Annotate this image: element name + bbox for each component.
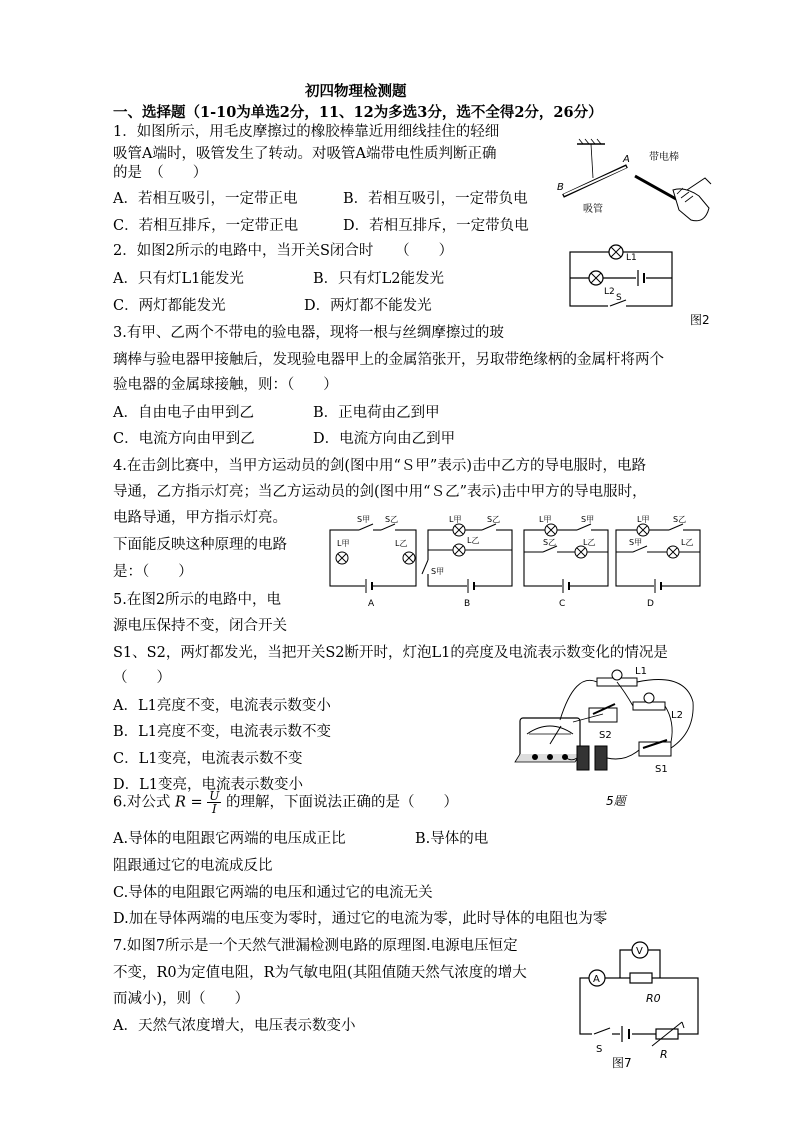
label-s: S (596, 1044, 603, 1055)
q5-line2: 源电压保持不变，闭合开关 (113, 618, 287, 634)
q7-line2: 不变，R0为定值电阻，R为气敏电阻(其阻值随天然气浓度的增大 (113, 965, 527, 981)
label-l1: L1 (626, 253, 637, 263)
label-s: S (616, 293, 622, 303)
section-heading: 一、选择题（1-10为单选2分，11、12为多选3分，选不全得2分，26分） (113, 104, 603, 121)
q2-option-c: C．两灯都能发光 (113, 298, 226, 314)
q6-numerator: U (209, 789, 220, 803)
b-l-yi: L乙 (467, 536, 480, 545)
q6-option-c: C.导体的电阻跟它两端的电压和通过它的电流无关 (113, 885, 433, 901)
q4-circuits-figure (327, 512, 707, 608)
q6-option-a: A.导体的电阻跟它两端的电压成正比 (113, 831, 346, 847)
a-s-yi: S乙 (385, 515, 399, 524)
q1-option-c: C．若相互排斥，一定带正电 (113, 218, 299, 234)
q2-option-d: D．两灯都不能发光 (304, 298, 432, 314)
q7-option-a: A．天然气浓度增大，电压表示数变小 (113, 1018, 356, 1034)
a-l-jia: L甲 (337, 539, 350, 548)
fig7-caption: 图7 (612, 1056, 632, 1070)
q5-circuit-figure (515, 662, 705, 787)
c-l-jia: L甲 (539, 515, 552, 524)
q3-option-c: C．电流方向由甲到乙 (113, 431, 255, 447)
q5-option-a: A．L1亮度不变，电流表示数变小 (113, 698, 331, 714)
q6-formula-fraction (207, 790, 221, 815)
q2-line1: 2．如图2所示的电路中，当开关S闭合时 （ ） (113, 243, 454, 259)
label-c: C (559, 599, 566, 609)
q5-option-b: B．L1亮度不变，电流表示数不变 (113, 724, 332, 740)
q6-option-b2: 阻跟通过它的电流成反比 (113, 858, 273, 874)
q4-line2: 导通，乙方指示灯亮；当乙方运动员的剑(图中用“Ｓ乙”表示)击中甲方的导电服时， (113, 484, 647, 500)
q1-line3: 的是 （ ） (113, 165, 208, 181)
q7-line3: 而减小)，则（ ） (113, 991, 250, 1007)
label-d: D (647, 599, 654, 609)
q4-line3: 电路导通，甲方指示灯亮。 (113, 510, 287, 526)
b-s-jia: S甲 (431, 567, 445, 576)
q5-option-c: C．L1变亮，电流表示数不变 (113, 751, 303, 767)
circuit-c (524, 515, 608, 609)
c-s-yi: S乙 (543, 538, 557, 547)
label-b: B (464, 599, 471, 609)
d-l-yi: L乙 (681, 538, 694, 547)
label-a: A (368, 599, 375, 609)
label-l1: L1 (635, 666, 647, 677)
label-rod: 带电棒 (649, 152, 679, 163)
fig5-caption: 5题 (606, 794, 626, 808)
q4-line4: 下面能反映这种原理的电路 (113, 537, 287, 553)
q7-line1: 7.如图7所示是一个天然气泄漏检测电路的原理图.电源电压恒定 (113, 938, 518, 954)
q6-stem (113, 790, 458, 815)
d-s-jia: S甲 (629, 538, 643, 547)
q2-option-b: B．只有灯L2能发光 (313, 271, 445, 287)
c-l-yi: L乙 (583, 538, 596, 547)
label-r0: R0 (646, 992, 661, 1005)
label-s1: S1 (655, 764, 668, 775)
q6-formula-r: R (174, 794, 186, 811)
q6-denominator: I (211, 802, 217, 816)
label-r: R (660, 1048, 668, 1061)
q5-option-d: D．L1变亮，电流表示数变小 (113, 777, 303, 793)
label-l2: L2 (671, 710, 683, 721)
fig2-caption: 图2 (690, 313, 710, 327)
q6-post: 的理解，下面说法正确的是（ ） (225, 794, 458, 811)
q1-option-d: D．若相互排斥，一定带负电 (343, 218, 529, 234)
q5-line1: 5.在图2所示的电路中，电 (113, 592, 282, 608)
q3-line1: 3.有甲、乙两个不带电的验电器，现将一根与丝绸摩擦过的玻 (113, 325, 504, 341)
label-b: B (557, 182, 564, 193)
q5-line4: （ ） (113, 670, 171, 686)
q2-option-a: A．只有灯L1能发光 (113, 271, 244, 287)
b-s-yi: S乙 (487, 515, 501, 524)
q3-line3: 验电器的金属球接触，则：（ ） (113, 377, 338, 393)
q7-circuit-figure (572, 938, 712, 1063)
q4-line5: 是：（ ） (113, 564, 193, 580)
q6-option-b1: B.导体的电 (415, 831, 489, 847)
label-v: V (636, 946, 643, 957)
q1-figure (555, 138, 715, 233)
q1-line1: 1．如图所示，用毛皮摩擦过的橡胶棒靠近用细线挂住的轻细 (113, 124, 500, 140)
q6-formula-eq: = (190, 794, 203, 811)
d-l-jia: L甲 (637, 515, 650, 524)
circuit-b (422, 515, 512, 609)
q1-line2: 吸管A端时，吸管发生了转动。对吸管A端带电性质判断正确 (113, 146, 497, 162)
page-title: 初四物理检测题 (305, 83, 407, 100)
q3-option-b: B．正电荷由乙到甲 (313, 405, 440, 421)
c-s-jia: S甲 (581, 515, 595, 524)
a-s-jia: S甲 (357, 515, 371, 524)
label-l2: L2 (604, 287, 615, 297)
label-straw: 吸管 (583, 204, 603, 215)
q3-line2: 璃棒与验电器甲接触后，发现验电器甲上的金属箔张开，另取带绝缘柄的金属杆将两个 (113, 352, 664, 368)
label-a: A (623, 154, 630, 165)
q6-option-d: D.加在导体两端的电压变为零时，通过它的电流为零，此时导体的电阻也为零 (113, 911, 608, 927)
a-l-yi: L乙 (395, 539, 408, 548)
circuit-d (616, 515, 700, 609)
q6-pre: 6.对公式 (113, 794, 171, 811)
q1-option-b: B．若相互吸引，一定带负电 (343, 191, 528, 207)
q3-option-a: A．自由电子由甲到乙 (113, 405, 254, 421)
d-s-yi: S乙 (673, 515, 687, 524)
q4-line1: 4.在击剑比赛中，当甲方运动员的剑(图中用“Ｓ甲”表示)击中乙方的导电服时，电路 (113, 458, 646, 474)
q5-line3: S1、S2，两灯都发光，当把开关S2断开时，灯泡L1的亮度及电流表示数变化的情况是 (113, 645, 668, 661)
q1-option-a: A．若相互吸引，一定带正电 (113, 191, 298, 207)
label-s2: S2 (599, 730, 612, 741)
circuit-a (330, 515, 416, 609)
b-l-jia: L甲 (449, 515, 462, 524)
q3-option-d: D．电流方向由乙到甲 (313, 431, 456, 447)
label-am: A (593, 974, 600, 985)
